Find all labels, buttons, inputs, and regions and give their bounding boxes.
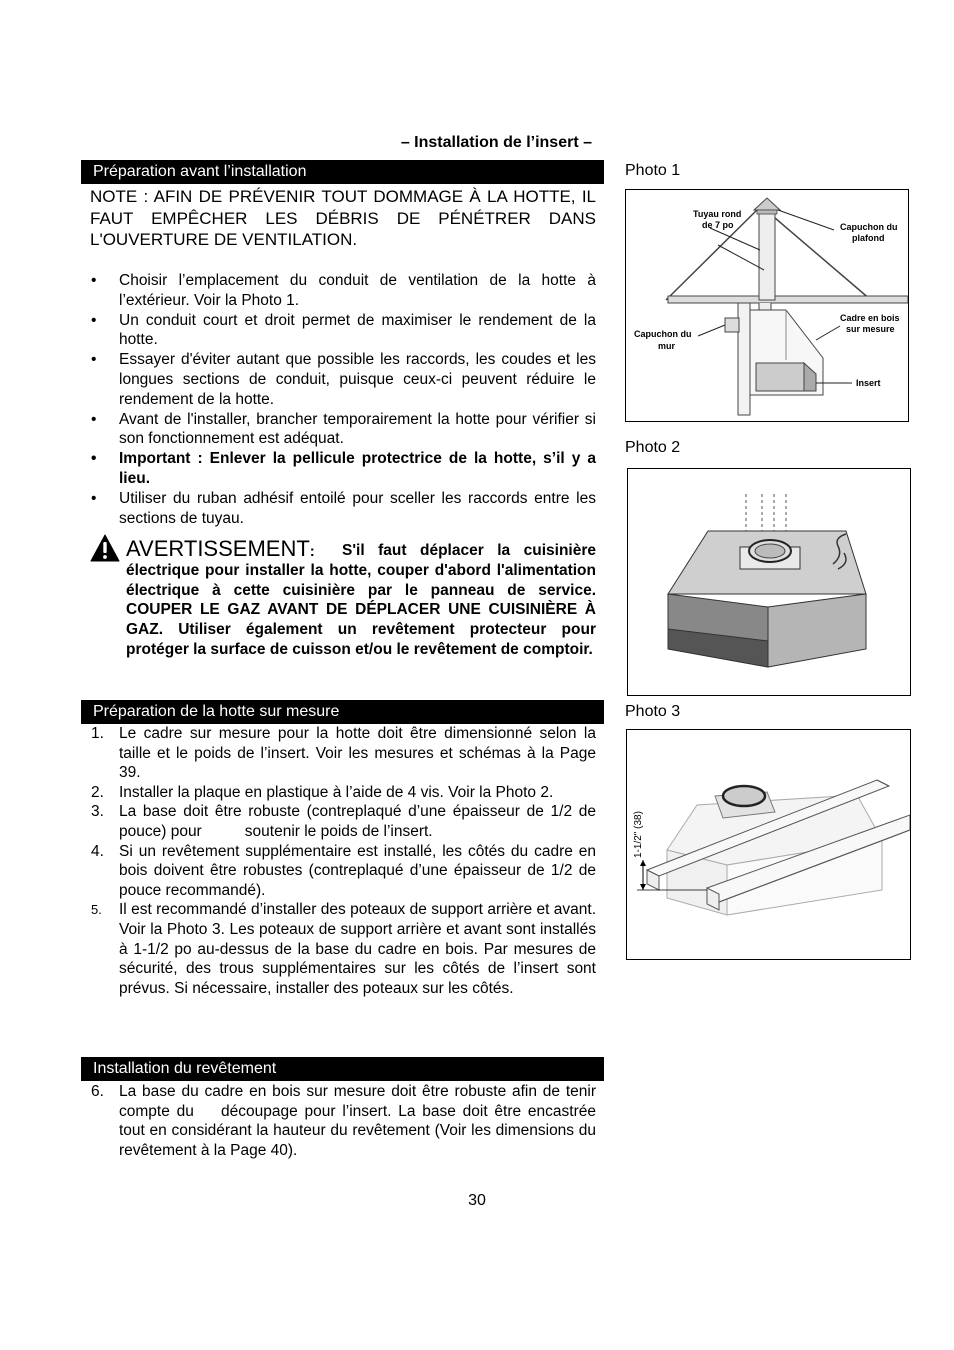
svg-text:de 7 po: de 7 po [702, 220, 734, 230]
photo-2-diagram [627, 468, 911, 696]
section-title: – Installation de l’insert – [400, 134, 592, 151]
step-item: 5. Il est recommandé d’installer des poteaux de support arrière et avant. Voir la Photo 3. Les poteaux de support arrière et avant sont installés à 1-1/2 po au-dessus de la base du cadre en bois. Par mesures de sécurité, des trous supplémentaires sur les côtés de l’insert sont prévus. Si nécessaire, installer des poteaux sur les côtés. [91, 901, 596, 997]
photo-1-diagram [625, 189, 909, 422]
photo1-label-pipe: Tuyau rond [693, 209, 742, 219]
photo-1-label: Photo 1 [625, 162, 681, 179]
list-item: • Choisir l’emplacement du conduit de ventilation de la hotte à l’extérieur. Voir la Photo 1. [90, 271, 596, 310]
bullet-list [90, 271, 596, 529]
step-item: 1. Le cadre sur mesure pour la hotte doit être dimensionné selon la taille et le poids de l’insert. Voir les mesures et schémas à la Page 39. [91, 725, 596, 782]
photo3-dimension-label: 1-1/2" (38) [633, 811, 644, 858]
step-item: 6. La base du cadre en bois sur mesure doit être robuste afin de tenir compte du découpage pour l’insert. La base doit être encastrée tout en considérant la hauteur du revêtement (Voir les dimensions du revêtement à la Page 40). [91, 1083, 601, 1159]
section-bar-hood-prep: Préparation de la hotte sur mesure [81, 700, 604, 724]
photo-3-label: Photo 3 [625, 703, 681, 720]
page-number: 30 [468, 1192, 486, 1209]
list-item: • Utiliser du ruban adhésif entoilé pour sceller les raccords entre les sections de tuyau. [90, 489, 596, 528]
note-paragraph: NOTE : AFIN DE PRÉVENIR TOUT DOMMAGE À LA HOTTE, IL FAUT EMPÊCHER LES DÉBRIS DE PÉNÉTRER DANS L'OUVERTURE DE VENTILATION. [90, 187, 596, 249]
step-item: 2. Installer la plaque en plastique à l’aide de 4 vis. Voir la Photo 2. [91, 783, 554, 801]
list-item: • Avant de l'installer, brancher temporairement la hotte pour vérifier si son fonctionnement est adéquat. [90, 410, 596, 449]
svg-text:mur: mur [658, 341, 676, 351]
step-item: 3. La base doit être robuste (contreplaqué d’une épaisseur de 1/2 de pouce) pour soutenir le poids de l’insert. [91, 803, 601, 840]
photo-2-label: Photo 2 [625, 439, 681, 456]
warning-title: AVERTISSEMENT: [126, 536, 315, 561]
photo1-label-insert: Insert [856, 378, 881, 388]
warning-text: S'il faut déplacer la cuisinière électrique pour installer la hotte, couper d'abord l'alimentation électrique à cette cuisinière par le panneau de service. COUPER LE GAZ AVANT DE DÉPLACER UNE CUISINIÈRE À GAZ. Utiliser également un revêtement protecteur pour protéger la surface de cuisson et/ou le revêtement de comptoir. [126, 542, 596, 658]
section-bar-cover: Installation du revêtement [81, 1057, 604, 1081]
steps-list-2 [90, 1082, 601, 1160]
photo1-label-wall-cap: Capuchon du [634, 329, 692, 339]
section-bar-preparation: Préparation avant l’installation [81, 160, 604, 184]
photo1-label-ceiling-cap: Capuchon du [840, 222, 898, 232]
photo-3-diagram [626, 729, 911, 960]
list-item-important: • Important : Enlever la pellicule protectrice de la hotte, s’il y a lieu. [90, 449, 596, 488]
step-item: 4. Si un revêtement supplémentaire est installé, les côtés du cadre en bois doivent être robustes (contreplaqué d’une épaisseur de 1/2 de pouce recommandé). [91, 842, 596, 899]
warning-icon [90, 534, 120, 562]
photo1-label-frame: Cadre en bois [840, 313, 900, 323]
svg-text:plafond: plafond [852, 233, 885, 243]
list-item: • Essayer d'éviter autant que possible les raccords, les coudes et les longues sections de conduit, puisque ceux-ci peuvent réduire le rendement de la hotte. [90, 350, 596, 409]
steps-list [90, 724, 601, 998]
list-item: • Un conduit court et droit permet de maximiser le rendement de la hotte. [90, 311, 596, 350]
svg-text:sur mesure: sur mesure [846, 324, 895, 334]
